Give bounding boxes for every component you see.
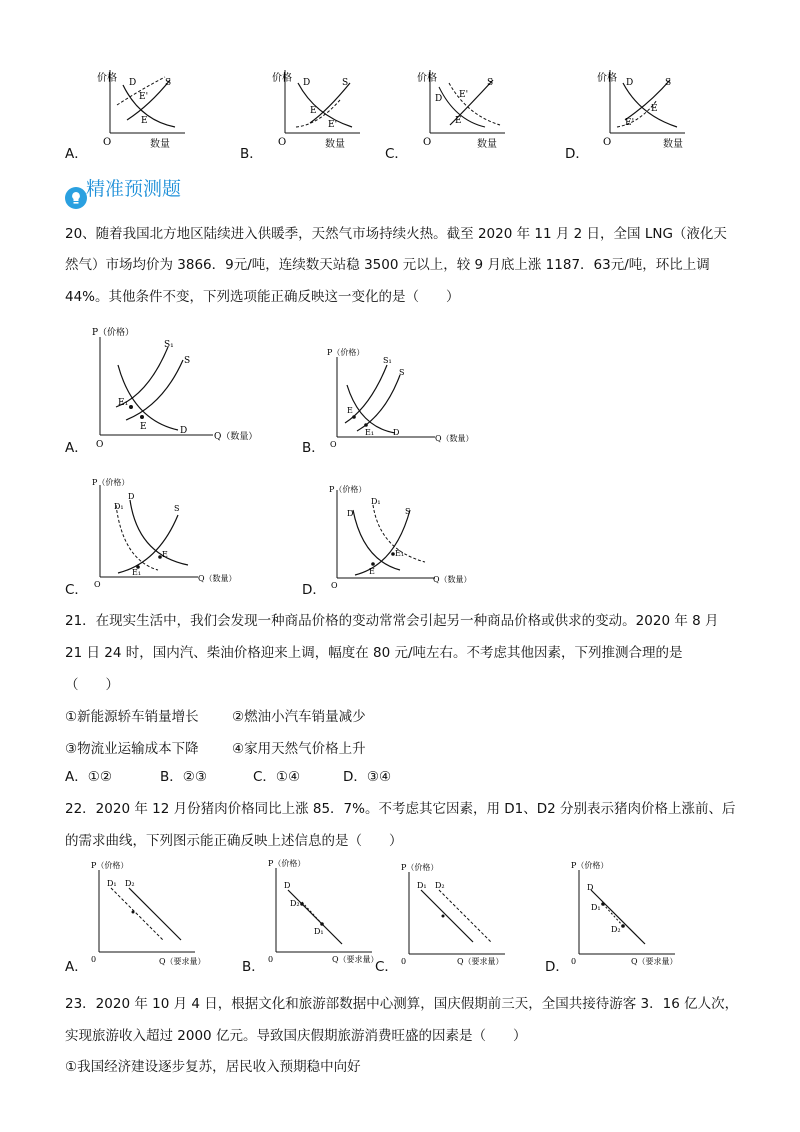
q20-option-d: D．: [302, 582, 326, 598]
origin-label: O: [331, 581, 338, 590]
s-label: S: [174, 504, 180, 513]
y-label: P（价格）: [329, 485, 367, 494]
x-label: Q（数量）: [433, 575, 472, 584]
d-label: D: [129, 78, 137, 88]
q20-graph-c: [88, 475, 268, 590]
s-label: S: [405, 507, 411, 516]
e1-label: E₁: [118, 398, 129, 408]
s-label: S: [165, 78, 172, 88]
top-graph-b: [270, 65, 370, 155]
origin-label: O: [278, 137, 287, 148]
d1-label: D₁: [591, 903, 601, 912]
y-label: 价格: [597, 73, 617, 84]
y-label: P（价格）: [91, 861, 129, 870]
top-option-b: B．: [240, 146, 263, 162]
x-label: 数量: [477, 139, 497, 150]
d-label: D: [587, 883, 594, 892]
lightbulb-icon: [64, 186, 88, 210]
origin-label: O: [96, 440, 104, 450]
e1-label: E₁: [132, 568, 142, 577]
d1-label: D₁: [314, 927, 324, 936]
q21-line1: 21．在现实生活中，我们会发现一种商品价格的变动常常会引起另一种商品价格或供求的变动。2020 年 8 月: [65, 613, 719, 629]
q22-line2: 的需求曲线，下列图示能正确反映上述信息的是（ ）: [65, 833, 403, 849]
q20-line3: 44%。其他条件不变，下列选项能正确反映这一变化的是（ ）: [65, 289, 460, 305]
y-label: P（价格）: [401, 863, 439, 872]
q22-line1: 22．2020 年 12 月份猪肉价格同比上涨 85．7%。不考虑其它因素，用 D1、D2 分别表示猪肉价格上涨前、后: [65, 801, 736, 817]
e-label: E: [141, 116, 148, 126]
q20-graph-d: [325, 480, 505, 590]
origin-label: O: [94, 580, 101, 589]
d2-label: D₂: [290, 899, 300, 908]
d-label: D: [626, 78, 634, 88]
d1-label: D₁: [417, 881, 427, 890]
y-label: 价格: [417, 73, 437, 84]
section-title: 精准预测题: [86, 178, 182, 200]
q20-graph-a: [88, 325, 268, 450]
e-label: E: [140, 422, 147, 432]
q21-answer-d: D．③④: [343, 769, 392, 785]
q20-option-a: A．: [65, 440, 88, 456]
y-label: 价格: [97, 73, 117, 84]
y-label: P（价格）: [268, 859, 306, 868]
d-label: D: [435, 94, 443, 104]
s-label: S: [399, 368, 405, 377]
e-label: E: [369, 567, 375, 576]
q22-option-b: B．: [242, 959, 265, 975]
x-label: Q（要求量）: [332, 955, 379, 964]
q21-item-1: ①新能源轿车销量增长: [65, 709, 199, 725]
origin-label: O: [423, 137, 432, 148]
top-graph-c: [415, 65, 515, 155]
top-graph-d: [595, 65, 695, 155]
x-label: 数量: [325, 139, 345, 150]
q20-option-c: C．: [65, 582, 88, 598]
q20-line1: 20、随着我国北方地区陆续进入供暖季，天然气市场持续火热。截至 2020 年 11 月 2 日，全国 LNG（液化天: [65, 226, 727, 242]
x-label: Q（要求量）: [631, 957, 678, 966]
y-label: P（价格）: [571, 861, 609, 870]
d1-label: D₁: [107, 879, 117, 888]
d2-label: D₂: [435, 881, 445, 890]
d2-label: D₂: [125, 879, 135, 888]
e1-label: E₁: [365, 428, 375, 437]
q22-graph-c: [395, 862, 545, 970]
d1-label: D₁: [114, 502, 124, 511]
d-label: D: [303, 78, 311, 88]
e-label: E: [310, 106, 317, 116]
top-option-a: A．: [65, 146, 88, 162]
s-label: S: [665, 78, 672, 88]
x-label: 数量: [663, 139, 683, 150]
s1-label: S₁: [164, 340, 174, 350]
x-label: Q（数量）: [435, 434, 474, 443]
e-label: E: [455, 116, 462, 126]
x-label: Q（数量）: [198, 574, 237, 583]
q21-item-4: ④家用天然气价格上升: [232, 741, 366, 757]
d1-label: D₁: [371, 497, 381, 506]
e-prime-label: E': [459, 90, 469, 100]
x-label: Q（要求量）: [159, 957, 206, 966]
origin-label: 0: [401, 957, 407, 966]
q23-line1: 23．2020 年 10 月 4 日，根据文化和旅游部数据中心测算，国庆假期前三天，全国共接待游客 3．16 亿人次，: [65, 996, 739, 1012]
origin-label: 0: [571, 957, 577, 966]
q22-option-d: D．: [545, 959, 569, 975]
origin-label: O: [330, 440, 337, 449]
q21-line2: 21 日 24 时，国内汽、柴油价格迎来上调，幅度在 80 元/吨左右。不考虑其他因素，下列推测合理的是: [65, 645, 683, 661]
d-label: D: [347, 509, 354, 518]
d-label: D: [393, 428, 400, 437]
q23-item-1: ①我国经济建设逐步复苏，居民收入预期稳中向好: [65, 1059, 361, 1075]
q22-graph-b: [262, 858, 412, 968]
q22-graph-d: [565, 860, 715, 970]
origin-label: O: [103, 137, 112, 148]
e-label: E: [162, 550, 168, 559]
y-label: 价格: [272, 73, 292, 84]
top-option-d: D．: [565, 146, 589, 162]
origin-label: O: [603, 137, 612, 148]
origin-label: 0: [268, 955, 274, 964]
e-prime-label: E': [328, 120, 338, 130]
x-label: Q（要求量）: [457, 957, 504, 966]
y-label: P（价格）: [92, 478, 130, 487]
d-label: D: [128, 492, 135, 501]
x-label: 数量: [150, 139, 170, 150]
e-label: E: [651, 104, 658, 114]
s-label: S: [487, 78, 494, 88]
d-label: D: [284, 881, 291, 890]
q23-line2: 实现旅游收入超过 2000 亿元。导致国庆假期旅游消费旺盛的因素是（ ）: [65, 1028, 527, 1044]
y-label: P（价格）: [327, 348, 365, 357]
y-label: P（价格）: [92, 328, 135, 338]
origin-label: 0: [91, 955, 97, 964]
top-option-c: C．: [385, 146, 408, 162]
q22-graph-a: [85, 860, 235, 970]
d2-label: D₂: [611, 925, 621, 934]
s-label: S: [342, 78, 349, 88]
x-label: Q（数量）: [214, 432, 258, 442]
q21-item-3: ③物流业运输成本下降: [65, 741, 199, 757]
d-label: D: [180, 426, 188, 436]
q21-item-2: ②燃油小汽车销量减少: [232, 709, 366, 725]
q20-graph-b: [325, 345, 495, 450]
top-graph-a: [95, 65, 195, 155]
q21-answer-b: B．②③: [160, 769, 207, 785]
e-label: E: [347, 406, 353, 415]
s1-label: S₁: [383, 356, 392, 365]
q21-line3: （ ）: [65, 677, 119, 693]
q20-line2: 然气）市场均价为 3866．9元/吨，连续数天站稳 3500 元以上，较 9 月底上涨 1187．63元/吨，环比上调: [65, 257, 710, 273]
e-prime-label: E': [139, 92, 149, 102]
q22-option-c: C．: [375, 959, 398, 975]
e1-label: E₁: [395, 549, 405, 558]
q22-option-a: A．: [65, 959, 88, 975]
q21-answer-a: A．①②: [65, 769, 112, 785]
q20-option-b: B．: [302, 440, 325, 456]
e-prime-label: E': [625, 118, 635, 128]
s-label: S: [184, 356, 191, 366]
q21-answer-c: C．①④: [253, 769, 301, 785]
